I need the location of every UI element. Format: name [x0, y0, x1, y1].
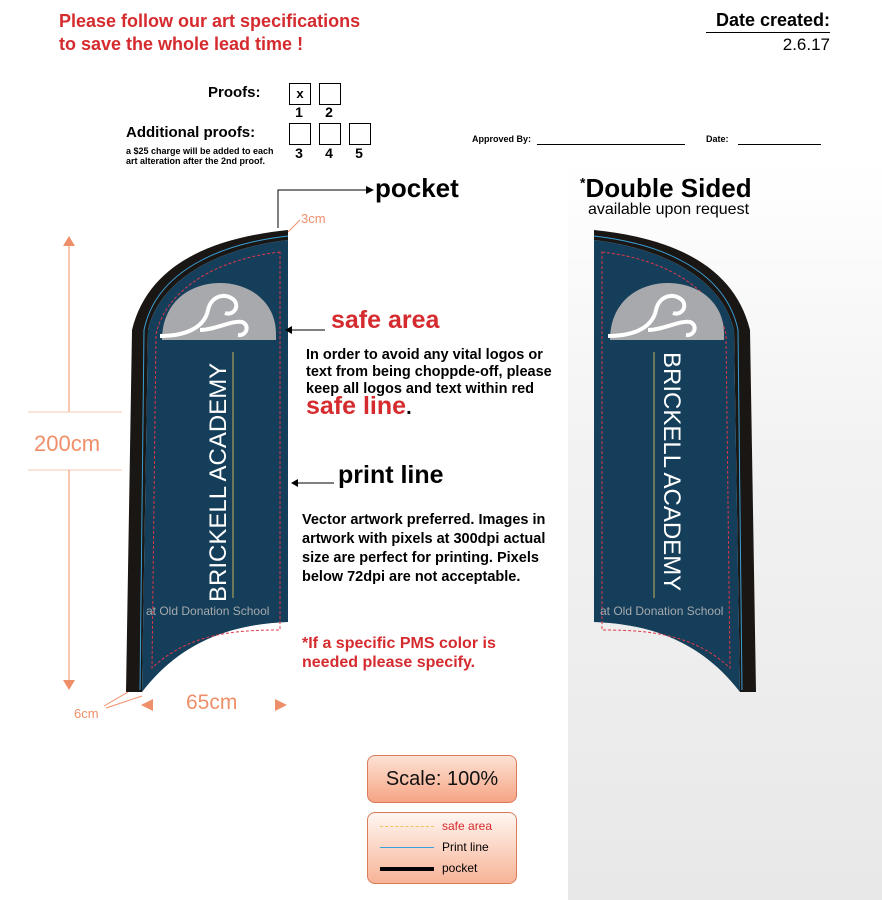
date-created-value: 2.6.17: [782, 35, 830, 54]
warning-line-1: Please follow our art specifications: [59, 11, 361, 31]
left-flag-brand: BRICKELL ACADEMY: [205, 362, 232, 602]
date-created-label: Date created:: [706, 10, 830, 33]
legend-print-line-label: Print line: [442, 840, 489, 854]
width-label: 65cm: [186, 691, 238, 714]
width-arrow-right: [275, 699, 287, 711]
safe-area-text: [306, 347, 556, 419]
pocket-callout-arrowhead: [366, 186, 374, 194]
print-line-title: print line: [338, 461, 444, 489]
pocket-width-label: 3cm: [301, 211, 326, 226]
left-flag-subtitle: at Old Donation School: [146, 604, 270, 618]
width-arrow-left: [141, 699, 153, 711]
safe-line-period: .: [406, 397, 412, 419]
print-line-arrowhead: [291, 479, 298, 487]
additional-proofs-note: a $25 charge will be added to each art alteration after the 2nd proof.: [126, 146, 274, 166]
approved-by-label: Approved By:: [472, 134, 532, 144]
pocket-width-leader: [288, 220, 300, 232]
safe-area-title: safe area: [331, 306, 440, 334]
legend-print-line-swatch: [380, 847, 434, 848]
scale-indicator: Scale: 100%: [367, 755, 517, 803]
proof-checkbox-1[interactable]: x: [289, 83, 311, 105]
legend-pocket-swatch: [380, 867, 434, 871]
left-flag: [126, 230, 288, 692]
double-sided-title: [580, 173, 752, 204]
right-flag: [594, 230, 756, 692]
proof-number-5: 5: [355, 145, 363, 161]
legend-pocket-label: pocket: [442, 861, 478, 875]
height-label: 200cm: [34, 431, 101, 456]
height-arrow-bottom: [63, 680, 75, 690]
double-sided-asterisk: *: [580, 174, 586, 191]
legend: [367, 812, 517, 884]
print-line-text: Vector artwork preferred. Images in artwork with pixels at 300dpi actual size are perfect for printing. Pixels below 72dpi are not acceptable.: [302, 512, 546, 585]
legend-safe-area-label: safe area: [442, 819, 493, 833]
right-flag-subtitle: at Old Donation School: [600, 604, 724, 618]
proof-number-2: 2: [325, 104, 333, 120]
proofs-label: Proofs:: [208, 84, 261, 101]
bottom-width-label: 6cm: [74, 706, 99, 721]
additional-proofs-label: Additional proofs:: [126, 124, 256, 141]
warning-line-2: to save the whole lead time !: [59, 34, 304, 54]
legend-safe-area-swatch: [380, 826, 434, 827]
pocket-label: pocket: [375, 173, 459, 203]
right-flag-brand: BRICKELL ACADEMY: [658, 352, 685, 592]
bottom-width-leader-1: [104, 692, 128, 706]
safe-area-description: In order to avoid any vital logos or text from being choppde-off, please keep all logos and text within red: [306, 347, 552, 397]
proof-number-4: 4: [325, 145, 333, 161]
proof-number-3: 3: [295, 145, 303, 161]
pms-color-note: *If a specific PMS color is needed please specify.: [302, 635, 496, 671]
double-sided-label: Double Sided: [585, 173, 752, 203]
safe-line-emphasis: safe line: [306, 392, 407, 420]
double-sided-subtitle: available upon request: [588, 201, 750, 218]
height-arrow-top: [63, 236, 75, 246]
approval-date-label: Date:: [706, 134, 729, 144]
proof-number-1: 1: [295, 104, 303, 120]
